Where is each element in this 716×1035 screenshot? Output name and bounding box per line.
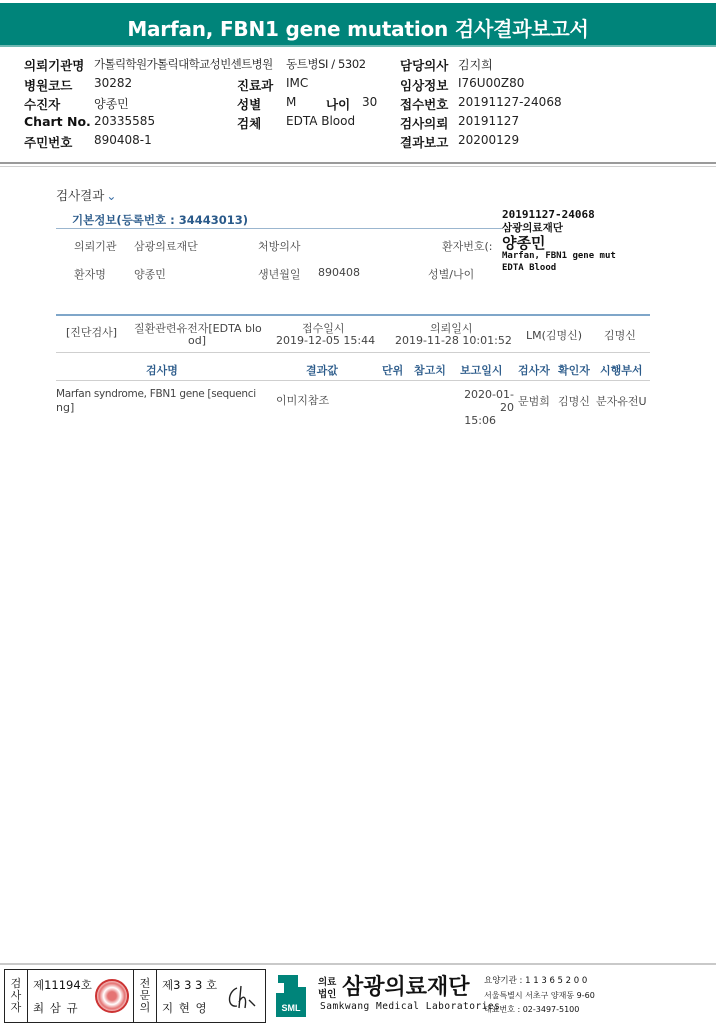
result-confirmer: 김명신 xyxy=(558,395,590,408)
org-prefix-line1: 의료 xyxy=(318,977,337,988)
specialist-name: 지 현 영 xyxy=(162,1001,208,1015)
sig-divider-3 xyxy=(156,970,157,1022)
result-section-title xyxy=(56,186,116,204)
receipt-value: 20191127-24068 xyxy=(458,95,562,109)
org-address: 서울특별시 서초구 양재동 9-60 xyxy=(484,991,595,1000)
report-label: 결과보고 xyxy=(400,135,449,150)
result-report-date: 2020-01-20 xyxy=(464,388,514,414)
signature-box xyxy=(4,969,266,1023)
sex-age-label: 성별/나이 xyxy=(428,268,475,281)
req-inst-label: 의뢰기관 xyxy=(74,240,117,253)
result-section-label: 검사결과 xyxy=(56,188,105,203)
request-value: 20191127 xyxy=(458,114,520,128)
diag-top-line xyxy=(56,314,650,316)
hospital-code-value: 30282 xyxy=(94,76,133,90)
info-row-2 xyxy=(24,76,704,94)
patient-name-label: 환자명 xyxy=(74,268,106,281)
logo-text: SML xyxy=(281,1003,301,1013)
diag-bottom-line xyxy=(56,352,650,353)
dob-label: 생년월일 xyxy=(258,268,301,281)
sticker-receipt-no: 20191127-24068 xyxy=(502,208,595,221)
institution-label: 의뢰기관명 xyxy=(24,58,85,73)
tester-seal-icon xyxy=(95,979,129,1013)
doctor-label: 담당의사 xyxy=(400,58,449,73)
request-label: 검사의뢰 xyxy=(400,116,449,131)
result-test-name xyxy=(56,388,271,414)
diag-desc-line2: od] xyxy=(188,334,207,347)
org-prefix-line2: 법인 xyxy=(318,989,337,1000)
org-english-name: Samkwang Medical Laboratories xyxy=(320,1001,501,1012)
sig-divider-1 xyxy=(27,970,28,1022)
specimen-label-sticker xyxy=(502,208,654,273)
id-value: 890408-1 xyxy=(94,133,152,147)
sig-divider-2 xyxy=(133,970,134,1022)
tester-license-no: 제11194호 xyxy=(33,978,92,992)
received-value: 2019-12-05 15:44 xyxy=(276,334,376,347)
report-value: 20200129 xyxy=(458,133,520,147)
col-header-test: 검사명 xyxy=(146,364,178,377)
report-title-bar xyxy=(0,0,716,47)
col-header-report-time: 보고일시 xyxy=(460,364,503,377)
patient-no-label: 환자번호(: xyxy=(442,240,493,253)
sticker-test: Marfan, FBN1 gene mut xyxy=(502,251,616,261)
sticker-org: 삼광의료재단 xyxy=(502,222,563,234)
dob-value: 890408 xyxy=(318,266,360,279)
col-header-tester: 검사자 xyxy=(518,364,550,377)
institution-value: 가톨릭학원가톨릭대학교성빈센트병원 xyxy=(94,57,273,71)
info-row-5 xyxy=(24,133,704,151)
id-label: 주민번호 xyxy=(24,135,73,150)
col-header-department: 시행부서 xyxy=(600,364,643,377)
result-test-name-line1: Marfan syndrome, FBN1 gene [sequenci xyxy=(56,388,256,400)
org-phone: 대표번호 : 02-3497-5100 xyxy=(484,1005,580,1014)
sticker-patient: 양종민 xyxy=(502,234,546,252)
result-report-clock: 15:06 xyxy=(464,414,496,427)
col-header-result: 결과값 xyxy=(306,364,338,377)
clinical-label: 임상정보 xyxy=(400,78,449,93)
signature-icon xyxy=(223,982,259,1012)
dept-label: 진료과 xyxy=(237,78,274,93)
info-row-4 xyxy=(24,114,704,132)
sex-label: 성별 xyxy=(237,97,262,112)
info-row-1 xyxy=(24,56,704,74)
scanned-result-image xyxy=(56,182,656,427)
patient-label: 수진자 xyxy=(24,97,61,112)
header-divider xyxy=(0,162,716,164)
diag-category: [진단검사] xyxy=(66,326,118,339)
specialist-license-no: 제3 3 3 호 xyxy=(162,978,218,992)
age-label: 나이 xyxy=(326,97,351,112)
sticker-specimen: EDTA Blood xyxy=(502,263,557,273)
info-row-3 xyxy=(24,95,704,113)
hospital-code-label: 병원코드 xyxy=(24,78,73,93)
requested-label: 의뢰일시 xyxy=(430,322,473,335)
received-label: 접수일시 xyxy=(302,322,345,335)
specialist-vertical-label: 전문의 xyxy=(139,977,151,1014)
result-department: 분자유전U xyxy=(596,395,647,408)
doctor-value: 김지희 xyxy=(458,58,493,72)
lm-name: 김명신 xyxy=(604,329,636,342)
patient-name-value: 양종민 xyxy=(134,268,166,281)
specimen-label: 검체 xyxy=(237,116,262,131)
result-test-name-line2: ng] xyxy=(56,401,75,414)
org-name: 삼광의료재단 xyxy=(342,975,470,1000)
dept-value: IMC xyxy=(286,76,309,90)
basic-info-title: 기본정보(등록번호 : 34443013) xyxy=(72,213,249,227)
patient-value: 양종민 xyxy=(94,97,129,111)
diag-desc-line1: 질환관련유전자[EDTA blo xyxy=(134,322,262,335)
ward-value: 동트병SI / 5302 xyxy=(286,57,366,71)
col-header-reference: 참고치 xyxy=(414,364,446,377)
requested-value: 2019-11-28 10:01:52 xyxy=(395,334,512,347)
report-title: Marfan, FBN1 gene mutation 검사결과보고서 xyxy=(127,17,589,41)
tester-vertical-label: 검사자 xyxy=(10,977,22,1014)
result-report-time xyxy=(454,388,514,427)
footer-divider xyxy=(0,963,716,965)
receipt-label: 접수번호 xyxy=(400,97,449,112)
result-tester: 문범희 xyxy=(518,395,550,408)
req-inst-value: 삼광의료재단 xyxy=(134,240,198,253)
specimen-value: EDTA Blood xyxy=(286,114,356,128)
chart-label: Chart No. xyxy=(24,114,91,129)
lm-value: LM(김명신) xyxy=(526,329,583,342)
header-divider-thin xyxy=(0,166,716,167)
chart-value: 20335585 xyxy=(94,114,156,128)
result-value: 이미지참조 xyxy=(276,394,330,407)
col-header-confirmer: 확인자 xyxy=(558,364,590,377)
chevron-down-icon: ⌄ xyxy=(106,189,117,203)
prescriber-label: 처방의사 xyxy=(258,240,301,253)
col-header-unit: 단위 xyxy=(382,364,404,377)
age-value: 30 xyxy=(362,95,378,109)
header-bottom-line xyxy=(56,380,650,381)
org-code: 요양기관 : 1 1 3 6 5 2 0 0 xyxy=(484,976,588,986)
sex-value: M xyxy=(286,95,297,109)
sml-logo-icon xyxy=(272,971,310,1021)
clinical-value: I76U00Z80 xyxy=(458,76,525,90)
tester-name: 최 삼 규 xyxy=(33,1001,79,1015)
